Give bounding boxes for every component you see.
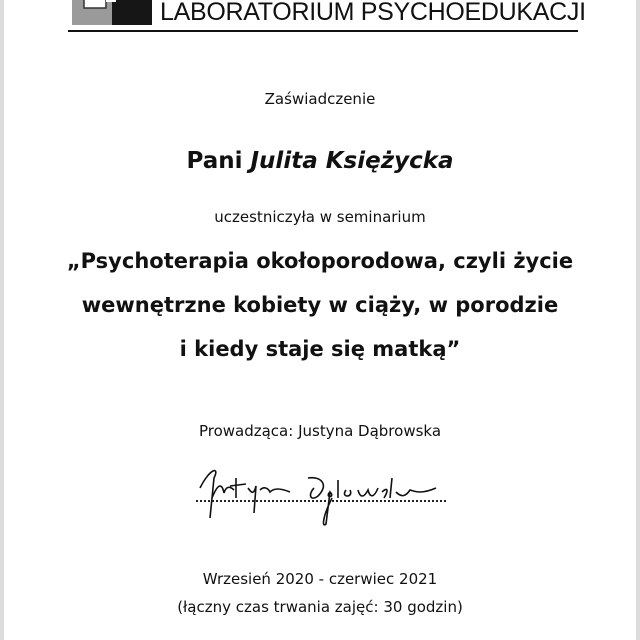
signature-icon: [190, 458, 450, 528]
instructor: Prowadząca: Justyna Dąbrowska: [198, 422, 442, 440]
recipient-prefix: Pani: [186, 148, 243, 174]
signature-line: [196, 500, 446, 502]
recipient-name: Julita Księżycka: [250, 148, 454, 174]
certificate-heading: Zaświadczenie: [264, 90, 376, 108]
seminar-title-line: „Psychoterapia okołoporodowa, czyli życie: [66, 249, 574, 273]
header-rule: [68, 30, 578, 32]
recipient: [0, 148, 640, 174]
seminar-title-line: i kiedy staje się matką”: [179, 337, 461, 361]
seminar-duration: (łączny czas trwania zajęć: 30 godzin): [177, 598, 463, 616]
organization-name: LABORATORIUM PSYCHOEDUKACJI: [160, 0, 586, 26]
seminar-dates: Wrzesień 2020 - czerwiec 2021: [202, 570, 438, 588]
seminar-title-line: wewnętrzne kobiety w ciąży, w porodzie: [81, 293, 559, 317]
organization-logo-icon: [72, 0, 152, 25]
participation-text: uczestniczyła w seminarium: [214, 208, 426, 226]
